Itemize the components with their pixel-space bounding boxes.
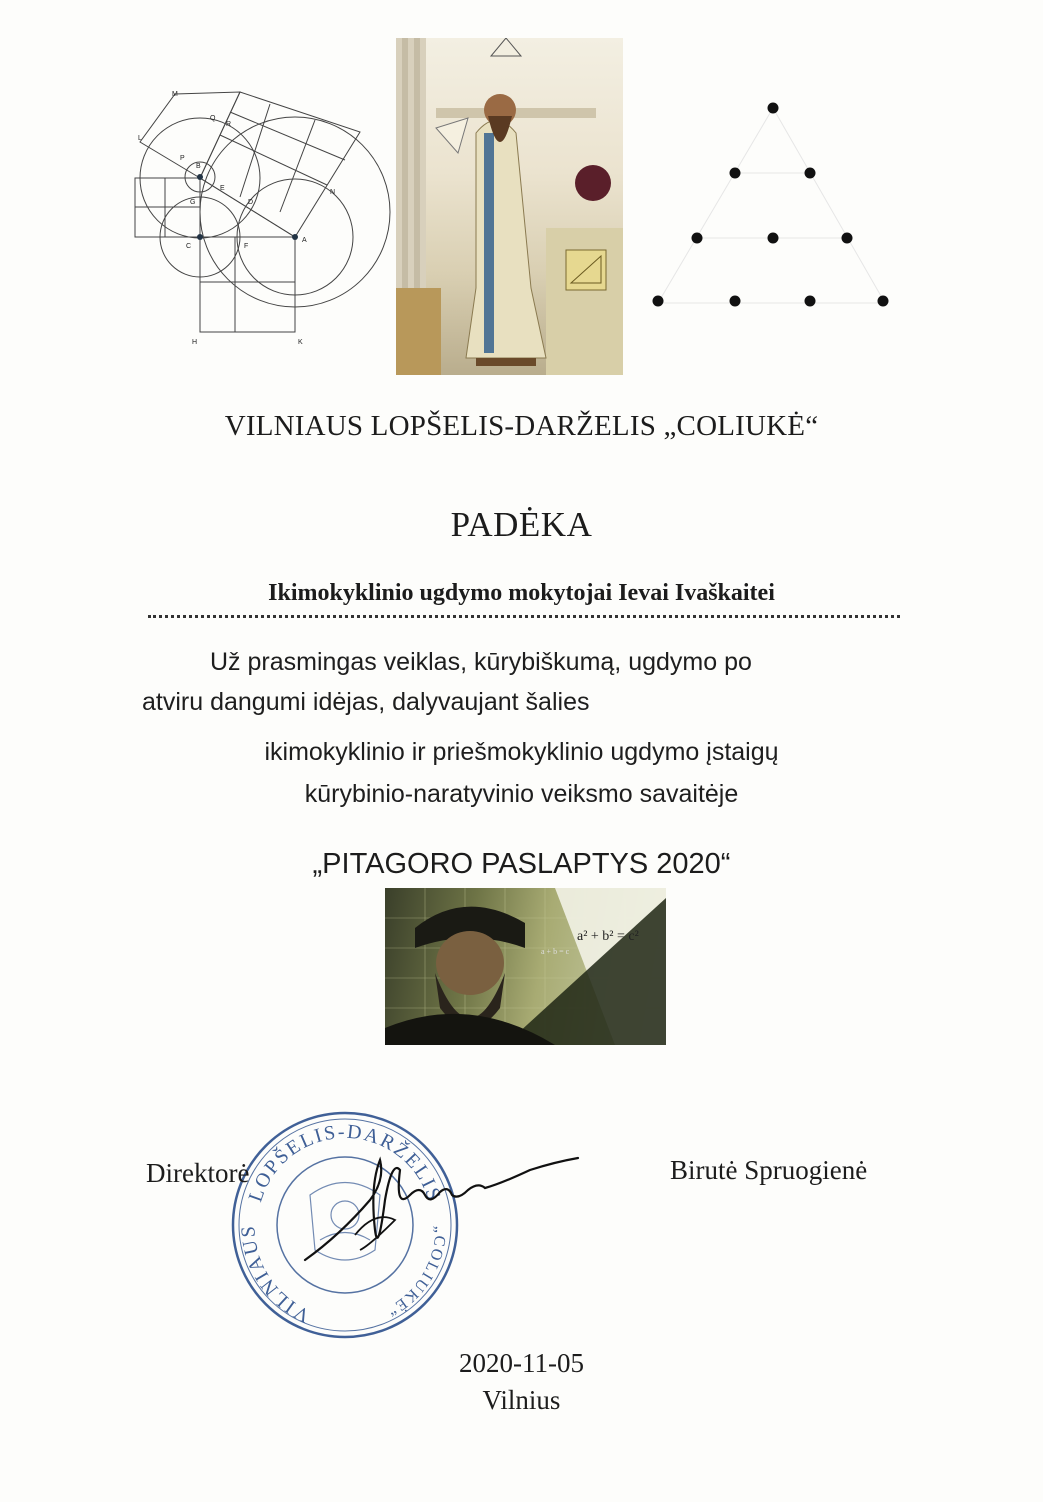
geometry-label: C — [186, 243, 192, 250]
geometry-label: G — [190, 199, 196, 206]
geometry-label: F — [244, 243, 249, 250]
pythagoras-portrait-illustration — [385, 888, 666, 1045]
geometry-label: E — [220, 185, 225, 192]
body-text-line: kūrybinio-naratyvinio veiksmo savaitėje — [304, 780, 739, 808]
geometry-label: Q — [210, 115, 216, 122]
signatory-role: Direktorė — [146, 1158, 250, 1188]
pythagoras-figure-illustration — [396, 38, 623, 375]
emblem-formula: a² + b² = c² — [577, 929, 639, 944]
recipient-dotted-line — [148, 615, 900, 618]
pythagoras-emblem-image — [385, 888, 666, 1045]
document-date: 2020-11-05 — [459, 1348, 584, 1378]
geometry-label: B — [196, 163, 201, 170]
geometry-label: A — [302, 237, 307, 244]
stamp-text-left: VILNIAUS — [237, 1223, 314, 1327]
geometry-label: K — [298, 339, 303, 346]
document-city: Vilnius — [482, 1385, 561, 1415]
event-title: „PITAGORO PASLAPTYS 2020“ — [312, 848, 731, 880]
geometry-label: N — [330, 189, 336, 196]
handwritten-signature — [300, 1140, 590, 1270]
recipient-name: Ikimokyklinio ugdymo mokytojai Ievai Ivaškaitei — [268, 580, 775, 606]
body-text-line: Už prasmingas veiklas, kūrybiškumą, ugdymo po — [210, 648, 752, 676]
stamp-text-top: LOPŠELIS-DARŽELIS — [244, 1120, 446, 1205]
pythagoras-painting — [396, 38, 623, 375]
tetractys-dots — [650, 95, 895, 310]
geometry-label: R — [226, 121, 232, 128]
signatory-name: Birutė Spruogienė — [670, 1155, 868, 1185]
geometry-label: P — [180, 155, 185, 162]
geometry-label: H — [192, 339, 198, 346]
geometry-label: M — [172, 91, 178, 98]
school-name: VILNIAUS LOPŠELIS-DARŽELIS „COLIUKĖ“ — [224, 410, 819, 442]
stamp-text-right: „COLIUKĖ“ — [383, 1225, 449, 1321]
geometry-label: L — [138, 135, 142, 142]
geometry-label: D — [248, 199, 254, 206]
body-text-line: ikimokyklinio ir priešmokyklinio ugdymo įstaigų — [264, 738, 779, 766]
body-text-line: atviru dangumi idėjas, dalyvaujant šalies — [142, 688, 590, 716]
emblem-formula-small: a + b = c — [541, 947, 570, 956]
pythagoras-geometry-figure — [130, 82, 395, 352]
document-title: PADĖKA — [450, 505, 593, 544]
